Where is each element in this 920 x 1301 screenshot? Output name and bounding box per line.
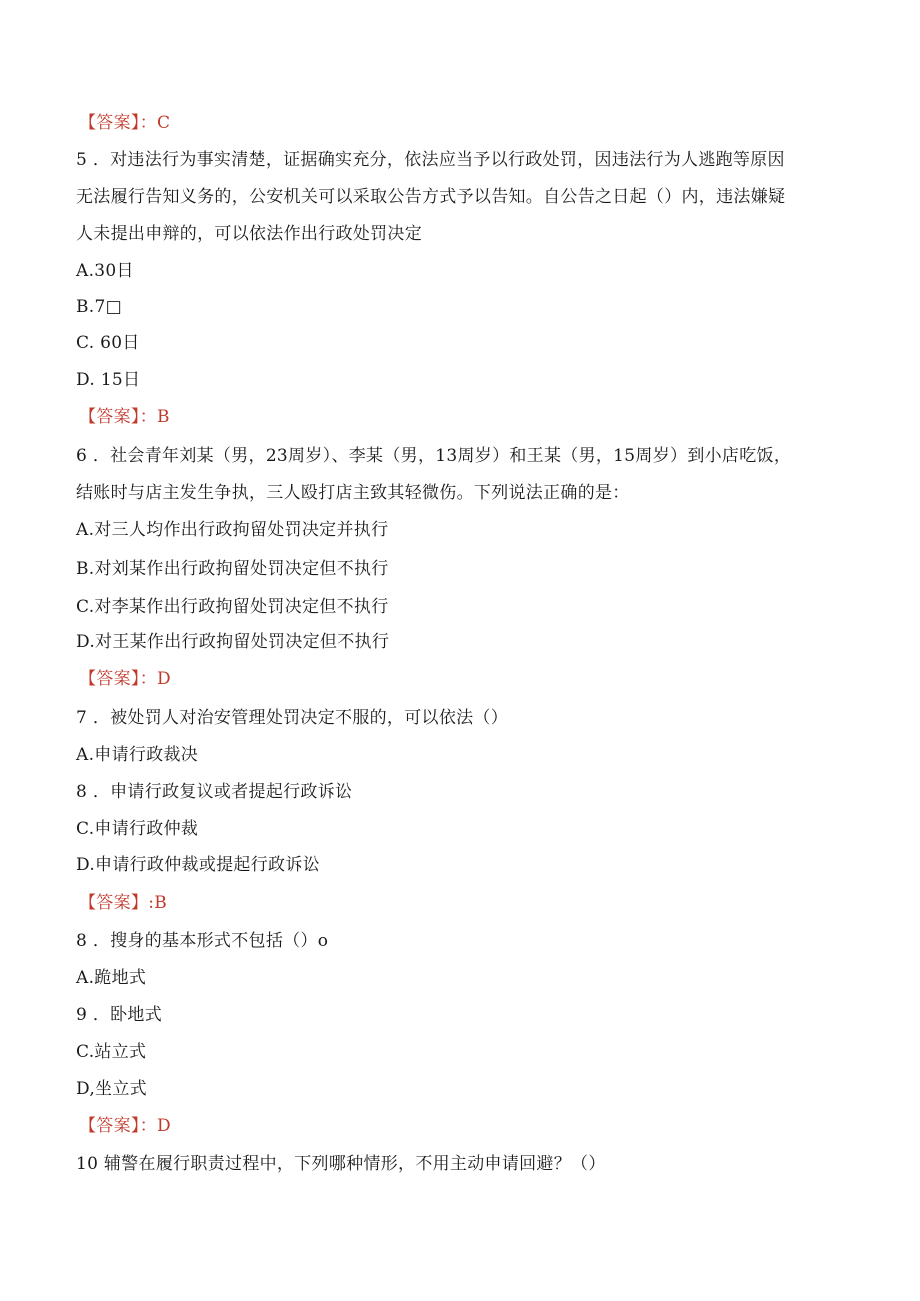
answer-line: 【答案】：C (79, 113, 171, 133)
option-line: D. 15日 (76, 370, 141, 390)
question-line: 6 ．社会青年刘某（男，23周岁）、李某（男，13周岁）和王某（男，15周岁）到小店吃饭， (76, 446, 792, 466)
option-line: 8 ．申请行政复议或者提起行政诉讼 (76, 782, 353, 802)
option-line: A.跪地式 (76, 968, 147, 988)
answer-line: 【答案】：B (79, 407, 170, 427)
option-line: C. 60日 (76, 333, 140, 353)
answer-line: 【答案】：D (79, 669, 171, 689)
option-line: A.申请行政裁决 (76, 745, 199, 765)
option-line: 9 ．卧地式 (76, 1005, 163, 1025)
question-line: 结账时与店主发生争执，三人殴打店主致其轻微伤。下列说法正确的是： (76, 483, 630, 503)
option-line: D.对王某作出行政拘留处罚决定但不执行 (76, 632, 390, 652)
answer-line: 【答案】:B (79, 893, 168, 913)
option-line: D,坐立式 (76, 1079, 147, 1099)
option-line: A.对三人均作出行政拘留处罚决定并执行 (76, 520, 389, 540)
answer-line: 【答案】：D (79, 1116, 171, 1136)
option-line: D.申请行政仲裁或提起行政诉讼 (76, 855, 320, 875)
question-line: 8 ．搜身的基本形式不包括（）o (76, 931, 329, 951)
question-line: 10 辅警在履行职责过程中，下列哪种情形，不用主动申请回避？（） (76, 1154, 606, 1174)
option-line: C.站立式 (76, 1042, 147, 1062)
question-line: 7 ．被处罚人对治安管理处罚决定不服的，可以依法（） (76, 708, 509, 728)
question-line: 人未提出申辩的，可以依法作出行政处罚决定 (76, 224, 422, 244)
option-line: B.对刘某作出行政拘留处罚决定但不执行 (76, 559, 389, 579)
question-line: 无法履行告知义务的，公安机关可以采取公告方式予以告知。自公告之日起（）内，违法嫌疑 (76, 187, 786, 207)
option-line: C.申请行政仲裁 (76, 819, 199, 839)
option-line: B.7□ (76, 297, 122, 317)
question-line: 5 ．对违法行为事实清楚，证据确实充分，依法应当予以行政处罚，因违法行为人逃跑等原因 (76, 150, 785, 170)
option-line: C.对李某作出行政拘留处罚决定但不执行 (76, 597, 389, 617)
option-line: A.30日 (76, 261, 134, 281)
